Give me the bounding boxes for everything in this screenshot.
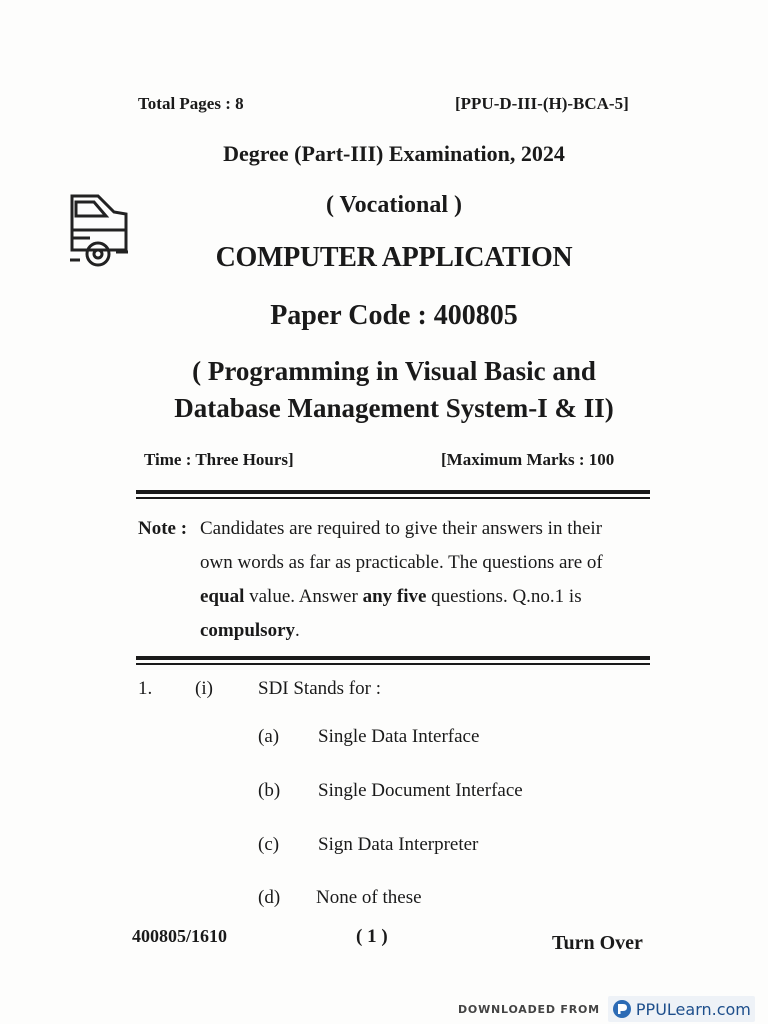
page-number: ( 1 ) bbox=[356, 926, 388, 947]
exam-time: Time : Three Hours] bbox=[144, 450, 294, 469]
exam-type: ( Vocational ) bbox=[325, 192, 462, 218]
option-label: (d) bbox=[258, 887, 281, 908]
download-label: DOWNLOADED FROM bbox=[458, 1002, 600, 1016]
question-number: 1. bbox=[138, 678, 153, 699]
note-text: value. Answer bbox=[244, 586, 363, 607]
note-text: questions. Q.no.1 is bbox=[426, 586, 582, 607]
bottom-divider-thin bbox=[136, 663, 650, 665]
note-emphasis-equal: equal bbox=[200, 586, 245, 607]
footer-code: 400805/1610 bbox=[132, 926, 228, 946]
option-label: (a) bbox=[258, 726, 280, 747]
option-label: (c) bbox=[258, 834, 280, 855]
top-divider-thick bbox=[136, 490, 650, 494]
ppulearn-link[interactable] bbox=[608, 996, 755, 1022]
ppulearn-site: PPULearn.com bbox=[635, 999, 751, 1019]
note-emphasis-any-five: any five bbox=[362, 586, 427, 607]
question-sub-number: (i) bbox=[195, 678, 213, 699]
max-marks: [Maximum Marks : 100 bbox=[441, 450, 615, 469]
option-text: Single Document Interface bbox=[318, 780, 523, 801]
course-title-line1: ( Programming in Visual Basic and bbox=[192, 356, 596, 386]
top-divider-thin bbox=[136, 497, 650, 499]
option-text: Sign Data Interpreter bbox=[318, 834, 479, 855]
note-body bbox=[200, 512, 660, 648]
question-text: SDI Stands for : bbox=[258, 678, 381, 699]
subject-title: COMPUTER APPLICATION bbox=[215, 242, 573, 273]
note-emphasis-compulsory: compulsory bbox=[200, 620, 295, 641]
bottom-divider-thick bbox=[136, 656, 650, 660]
exam-title: Degree (Part-III) Examination, 2024 bbox=[223, 141, 565, 166]
course-title-line2: Database Management System-I & II) bbox=[174, 393, 614, 423]
turn-over: Turn Over bbox=[552, 932, 643, 954]
paper-code: Paper Code : 400805 bbox=[270, 300, 518, 331]
paper-id: [PPU-D-III-(H)-BCA-5] bbox=[455, 94, 629, 113]
note-label: Note : bbox=[138, 518, 188, 539]
note-text: . bbox=[295, 620, 300, 641]
note-line-3 bbox=[200, 580, 660, 614]
total-pages: Total Pages : 8 bbox=[138, 94, 244, 113]
note-line-4 bbox=[200, 614, 660, 648]
ppulearn-logo-icon bbox=[612, 998, 632, 1020]
option-label: (b) bbox=[258, 780, 281, 801]
download-watermark bbox=[458, 996, 755, 1022]
note-line-1: Candidates are required to give their answers in their bbox=[200, 518, 603, 539]
option-text: Single Data Interface bbox=[318, 726, 480, 747]
note-line-2: own words as far as practicable. The questions are of bbox=[200, 552, 603, 573]
option-text: None of these bbox=[316, 887, 422, 908]
